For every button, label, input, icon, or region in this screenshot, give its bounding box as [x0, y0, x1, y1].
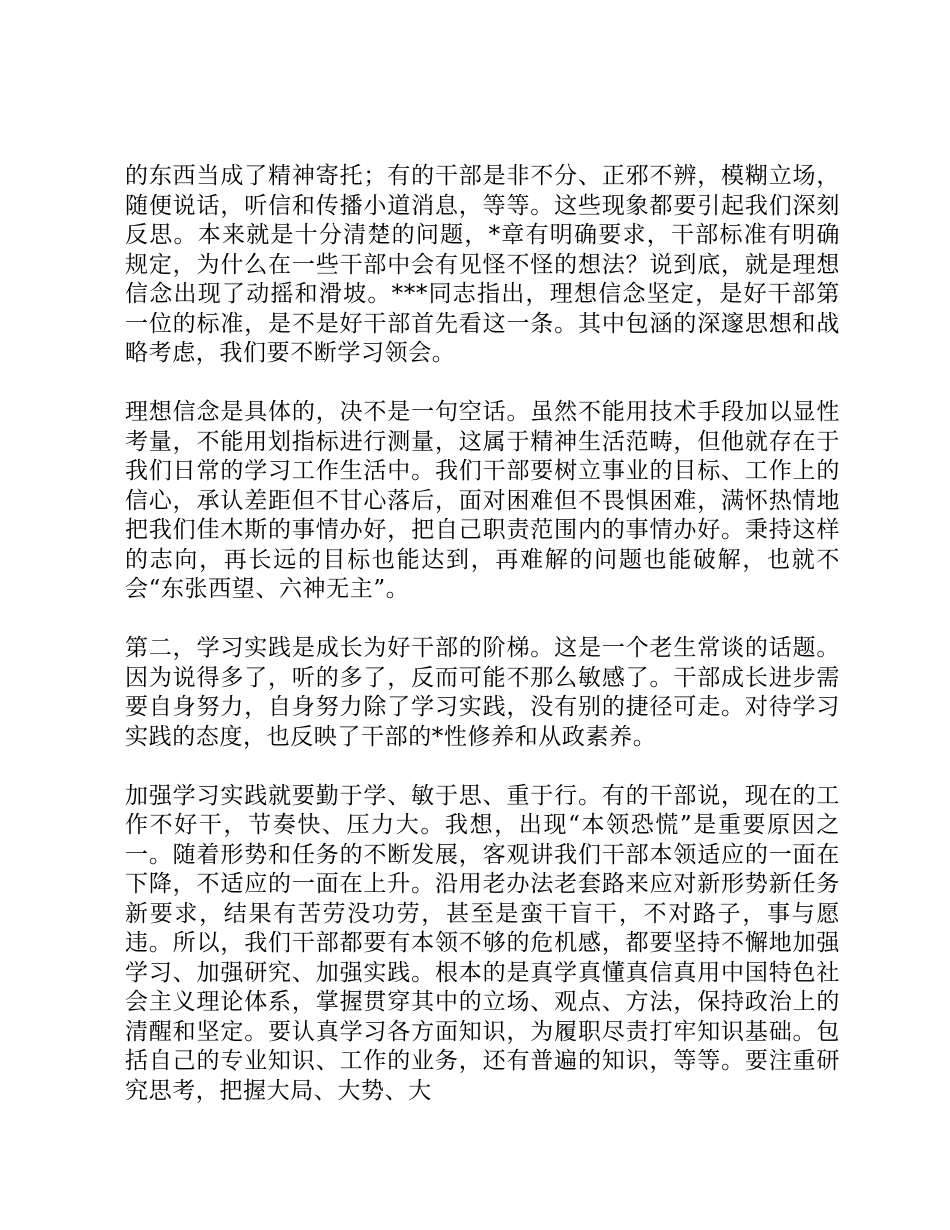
paragraph-3: 第二，学习实践是成长为好干部的阶梯。这是一个老生常谈的话题。因为说得多了，听的多了，反而可能不那么敏感了。干部成长进步需要自身努力，自身努力除了学习实践，没有别的捷径可走。对待学习实践的态度，也反映了干部的*性修养和从政素养。	[125, 635, 840, 750]
paragraph-4: 加强学习实践就要勤于学、敏于思、重于行。有的干部说，现在的工作不好干，节奏快、压力大。我想，出现“本领恐慌”是重要原因之一。随着形势和任务的不断发展，客观讲我们干部本领适应的一面在下降，不适应的一面在上升。沿用老办法老套路来应对新形势新任务新要求，结果有苦劳没功劳，甚至是蛮干盲干，不对路子，事与愿违。所以，我们干部都要有本领不够的危机感，都要坚持不懈地加强学习、加强研究、加强实践。根本的是真学真懂真信真用中国特色社会主义理论体系，掌握贯穿其中的立场、观点、方法，保持政治上的清醒和坚定。要认真学习各方面知识，为履职尽责打牢知识基础。包括自己的专业知识、工作的业务，还有普遍的知识，等等。要注重研究思考，把握大局、大势、大	[125, 782, 840, 1104]
paragraph-2: 理想信念是具体的，决不是一句空话。虽然不能用技术手段加以显性考量，不能用划指标进行测量，这属于精神生活范畴，但他就存在于我们日常的学习工作生活中。我们干部要树立事业的目标、工作上的信心，承认差距但不甘心落后，面对困难但不畏惧困难，满怀热情地把我们佳木斯的事情办好，把自己职责范围内的事情办好。秉持这样的志向，再长远的目标也能达到，再难解的问题也能破解，也就不会“东张西望、六神无主”。	[125, 399, 840, 602]
paragraph-1: 的东西当成了精神寄托；有的干部是非不分、正邪不辨，模糊立场，随便说话，听信和传播小道消息，等等。这些现象都要引起我们深刻反思。本来就是十分清楚的问题，*章有明确要求，干部标准有明确规定，为什么在一些干部中会有见怪不怪的想法？说到底，就是理想信念出现了动摇和滑坡。***同志指出，理想信念坚定，是好干部第一位的标准，是不是好干部首先看这一条。其中包涵的深邃思想和战略考虑，我们要不断学习领会。	[125, 163, 840, 366]
document-body	[125, 162, 840, 1136]
